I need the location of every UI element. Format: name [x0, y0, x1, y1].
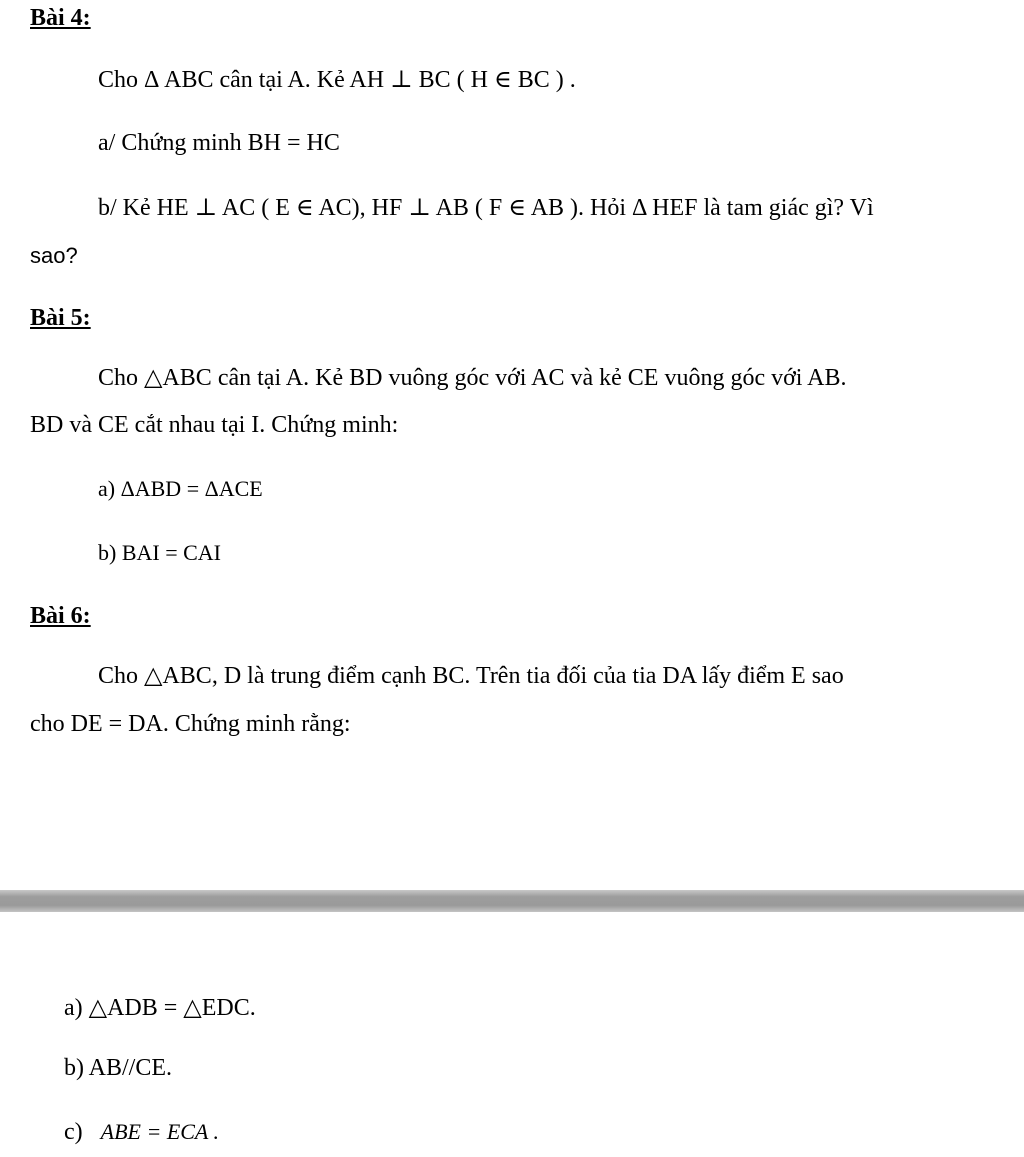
bai5-heading: Bài 5:	[30, 305, 91, 331]
document-page-bottom	[0, 912, 1024, 1157]
bai6-intro-line1: Cho △ABC, D là trung điểm cạnh BC. Trên tia đối của tia DA lấy điểm E sao	[98, 663, 844, 689]
bai4-part-a: a/ Chứng minh BH = HC	[98, 130, 340, 156]
bai4-part-b-line2: sao?	[30, 243, 78, 268]
bai6-part-b: b) AB//CE.	[64, 1055, 173, 1081]
bai4-intro: Cho Δ ABC cân tại A. Kẻ AH ⊥ BC ( H ∈ BC ) .	[98, 67, 576, 93]
bai6-part-c	[64, 1117, 219, 1147]
bai6-heading: Bài 6:	[30, 603, 91, 629]
bai6-part-c-label: c)	[64, 1119, 83, 1145]
bai4-part-b-line1: b/ Kẻ HE ⊥ AC ( E ∈ AC), HF ⊥ AB ( F ∈ AB ). Hỏi Δ HEF là tam giác gì? Vì	[98, 195, 874, 221]
bai5-part-b: b) BAI = CAI	[98, 540, 222, 565]
page-separator	[0, 890, 1024, 912]
bai5-part-a: a) ΔABD = ΔACE	[98, 476, 263, 501]
bai6-part-c-formula: ABE = ECA .	[100, 1119, 219, 1144]
bai6-intro-line2: cho DE = DA. Chứng minh rằng:	[30, 711, 351, 737]
bai4-heading: Bài 4:	[30, 5, 91, 31]
bai6-part-a: a) △ADB = △EDC.	[64, 995, 256, 1021]
bai5-intro-line1: Cho △ABC cân tại A. Kẻ BD vuông góc với AC và kẻ CE vuông góc với AB.	[98, 365, 847, 391]
bai5-intro-line2: BD và CE cắt nhau tại I. Chứng minh:	[30, 412, 399, 438]
